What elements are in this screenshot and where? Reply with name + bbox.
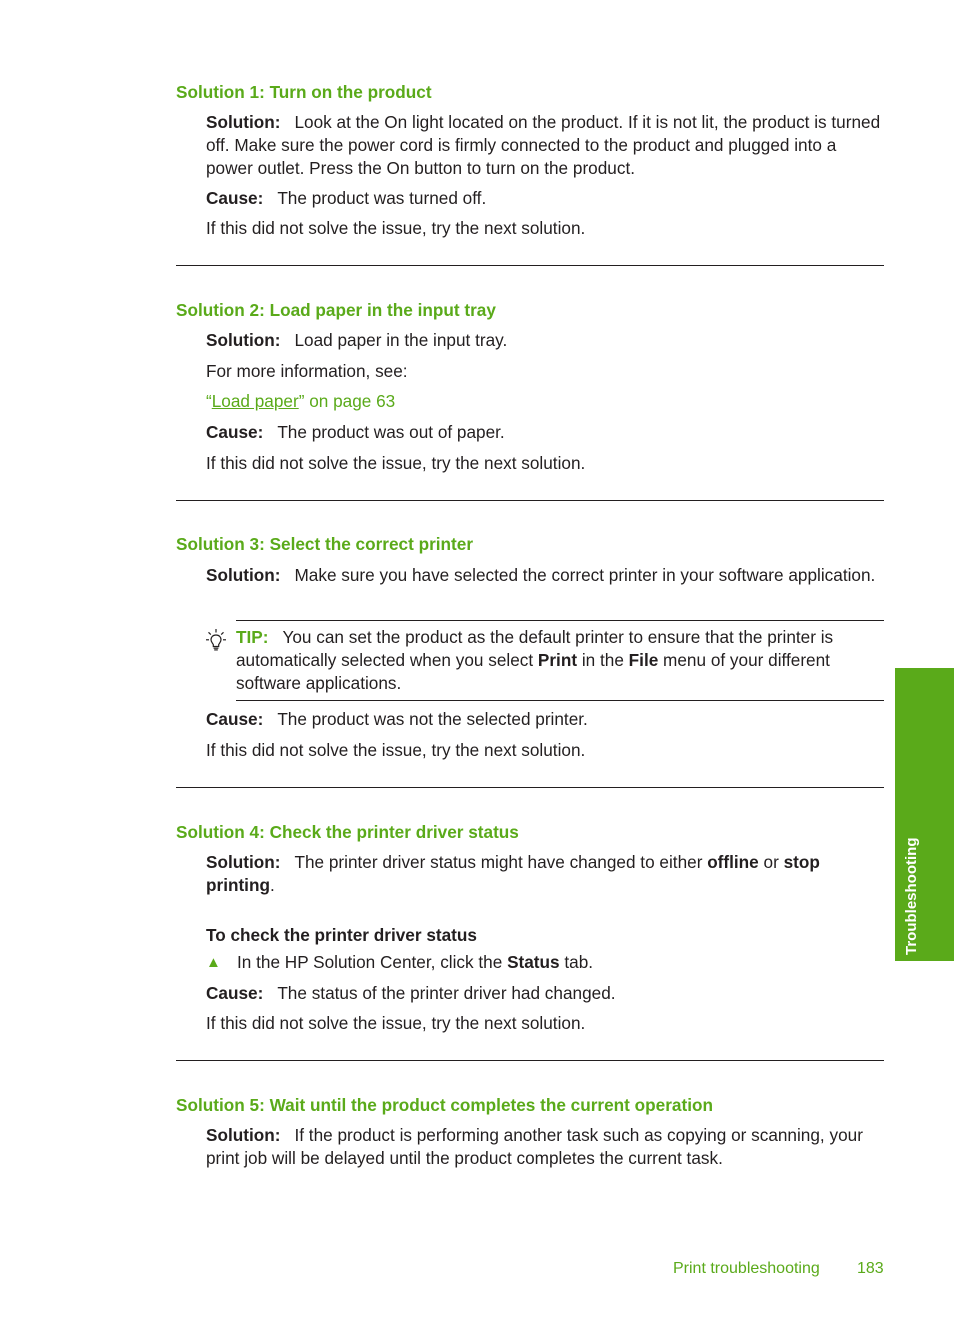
solution-body: Look at the On light located on the product. If it is not lit, the product is turned off. Make sure the power cord is firmly connected to the product and plugged into a power outlet. Press the On button to turn on the product. (206, 112, 881, 178)
cause-label: Cause: (206, 709, 264, 729)
procedure-title: To check the printer driver status (206, 925, 477, 945)
load-paper-reference (206, 390, 886, 413)
status-tab-name: Status (507, 952, 560, 972)
divider (176, 500, 884, 501)
load-paper-link[interactable]: Load paper (211, 391, 299, 411)
cause-body: The product was not the selected printer. (277, 709, 588, 729)
tip-file-menu: File (628, 650, 659, 670)
tip-label: TIP: (236, 627, 269, 647)
divider (176, 265, 884, 266)
cause-3 (206, 708, 886, 731)
tip-body-2: in the (577, 650, 629, 670)
cause-1 (206, 187, 886, 210)
link-page-ref: ” on page 63 (298, 391, 396, 411)
next-solution-4: If this did not solve the issue, try the next solution. (206, 1013, 586, 1033)
cause-body: The product was out of paper. (277, 422, 505, 442)
solution-label: Solution: (206, 852, 281, 872)
tip-bottom-rule (236, 700, 884, 701)
cause-label: Cause: (206, 422, 264, 442)
link-open-quote: “ (206, 391, 212, 411)
solution-body-1: The printer driver status might have changed to either (294, 852, 708, 872)
solution-5-heading: Solution 5: Wait until the product completes the current operation (176, 1095, 713, 1115)
next-solution-1: If this did not solve the issue, try the next solution. (206, 218, 586, 238)
cause-2 (206, 421, 886, 444)
cause-body: The product was turned off. (277, 188, 487, 208)
solution-body: If the product is performing another task such as copying or scanning, your print job will be delayed until the product completes the current task. (206, 1125, 863, 1168)
solution-4-text (206, 851, 886, 897)
solution-body-2: or (758, 852, 784, 872)
solution-body: Load paper in the input tray. (294, 330, 508, 350)
side-tab-label: Troubleshooting (903, 837, 920, 955)
solution-2-text (206, 329, 886, 352)
solution-label: Solution: (206, 330, 281, 350)
tip-print-menu: Print (537, 650, 578, 670)
procedure-step (237, 951, 877, 974)
solution-body: Make sure you have selected the correct printer in your software application. (294, 565, 876, 585)
solution-label: Solution: (206, 1125, 281, 1145)
page-number: 183 (857, 1260, 884, 1277)
lightbulb-icon (205, 627, 227, 653)
divider (176, 1060, 884, 1061)
footer-section-title: Print troubleshooting (673, 1260, 820, 1277)
next-solution-2: If this did not solve the issue, try the next solution. (206, 453, 586, 473)
solution-1-heading: Solution 1: Turn on the product (176, 82, 432, 102)
solution-body-3: . (269, 875, 275, 895)
divider (176, 787, 884, 788)
step-body-2: tab. (559, 952, 594, 972)
cause-4 (206, 982, 886, 1005)
tip-body-3: menu of your different software applications. (236, 650, 830, 693)
solution-3-text (206, 564, 886, 587)
solution-3-heading: Solution 3: Select the correct printer (176, 534, 474, 554)
cause-label: Cause: (206, 983, 264, 1003)
next-solution-3: If this did not solve the issue, try the next solution. (206, 740, 586, 760)
solution-4-heading: Solution 4: Check the printer driver status (176, 822, 519, 842)
solution-label: Solution: (206, 565, 281, 585)
cause-label: Cause: (206, 188, 264, 208)
cause-body: The status of the printer driver had changed. (277, 983, 616, 1003)
status-offline: offline (707, 852, 759, 872)
solution-5-text (206, 1124, 886, 1170)
more-info-text: For more information, see: (206, 361, 408, 381)
tip-text (236, 626, 884, 695)
tip-body-1: You can set the product as the default printer to ensure that the printer is automatically selected when you select (236, 627, 834, 670)
tip-top-rule (236, 620, 884, 621)
solution-1-text (206, 111, 886, 180)
solution-label: Solution: (206, 112, 281, 132)
solution-2-heading: Solution 2: Load paper in the input tray (176, 300, 496, 320)
step-body-1: In the HP Solution Center, click the (237, 952, 508, 972)
status-stop-printing: stop printing (206, 852, 820, 895)
triangle-bullet-icon: ▲ (206, 954, 221, 971)
